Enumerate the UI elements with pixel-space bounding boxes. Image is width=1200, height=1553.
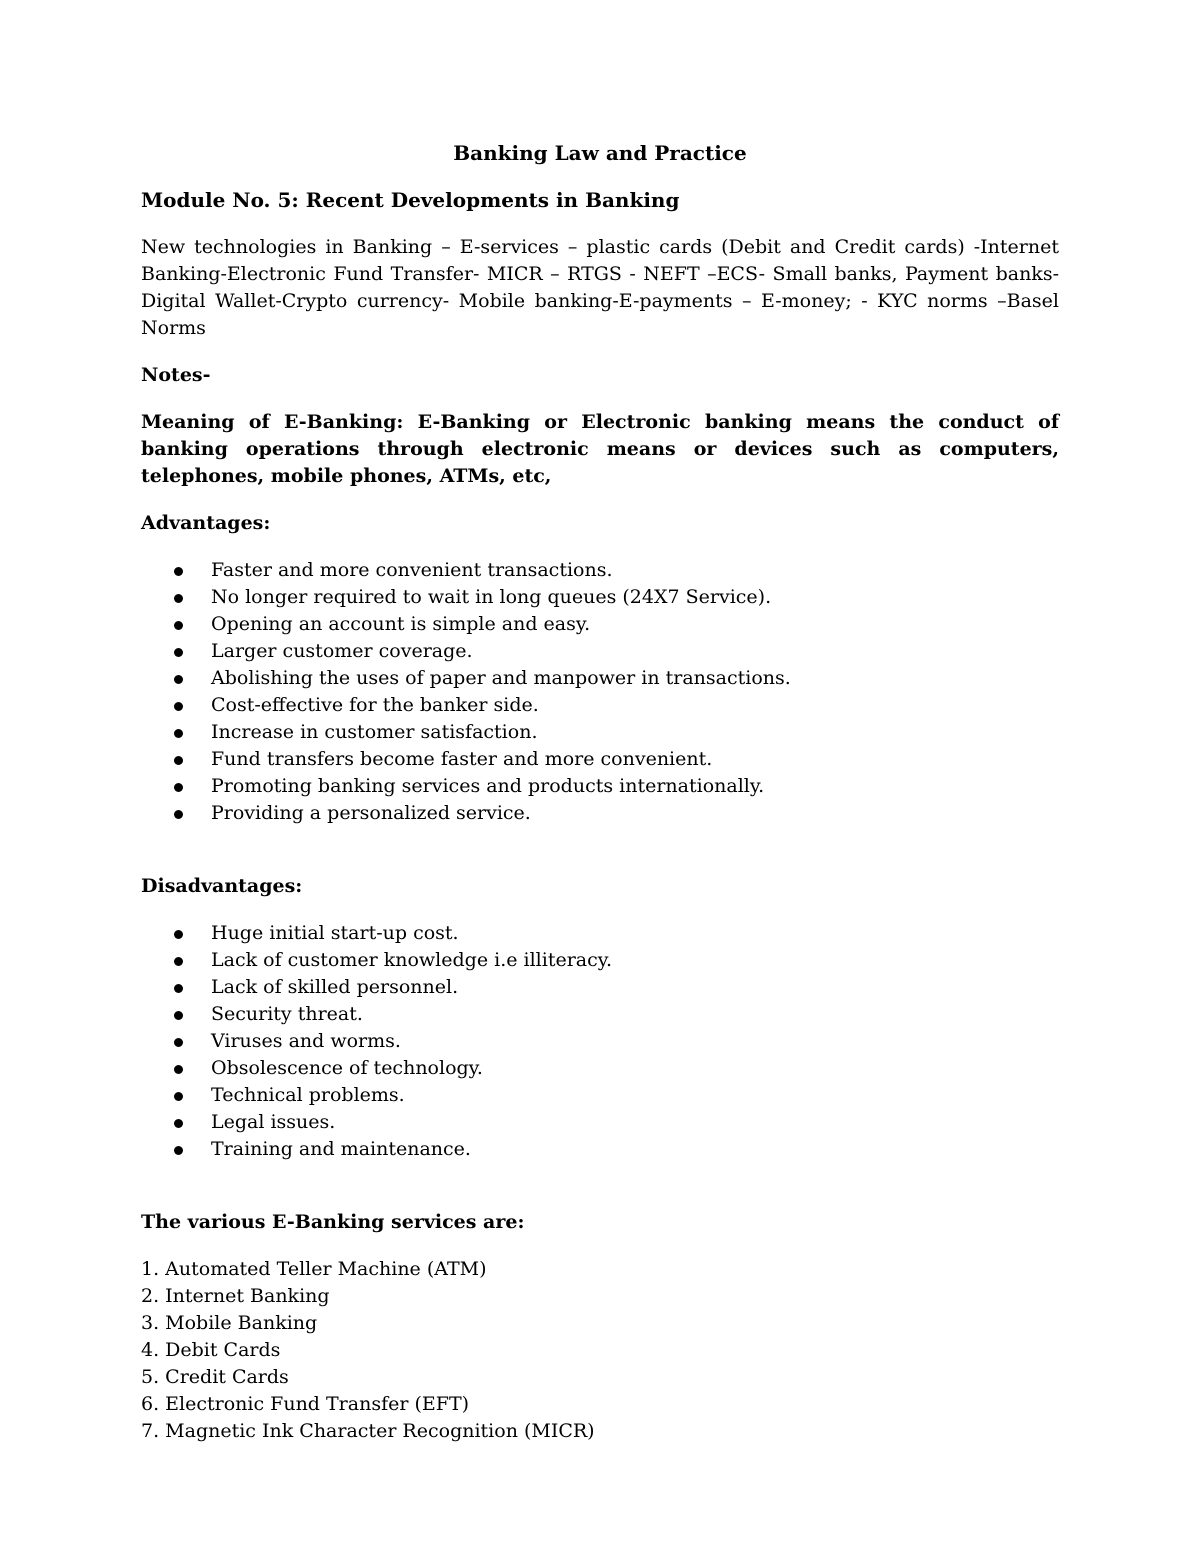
services-list [141, 1256, 1059, 1445]
document-title: Banking Law and Practice [453, 141, 747, 165]
bullet-icon [174, 1092, 183, 1101]
syllabus-paragraph: New technologies in Banking – E-services – plastic cards (Debit and Credit cards) -Internet Banking-Electronic Fund Transfer- MICR – RTGS - NEFT –ECS- Small banks, Payment banks-Digital Wallet-Crypto currency- Mobile banking-E-payments – E-money; - KYC norms –Basel Norms [141, 236, 1059, 339]
list-item-text: Lack of skilled personnel. [211, 976, 459, 998]
list-item [141, 800, 1059, 827]
bullet-icon [174, 810, 183, 819]
services-heading: The various E-Banking services are: [141, 1211, 525, 1233]
list-item-text: Promoting banking services and products internationally. [211, 775, 765, 797]
list-item-text: Larger customer coverage. [211, 640, 473, 662]
list-item-text: Security threat. [211, 1003, 363, 1025]
list-item-text: Legal issues. [211, 1111, 336, 1133]
module-heading: Module No. 5: Recent Developments in Banking [141, 188, 680, 212]
list-item [141, 773, 1059, 800]
list-item: 4. Debit Cards [141, 1339, 281, 1361]
list-item-text: Fund transfers become faster and more convenient. [211, 748, 713, 770]
meaning-paragraph: Meaning of E-Banking: E-Banking or Electronic banking means the conduct of banking operations through electronic means or devices such as computers, telephones, mobile phones, ATMs, etc, [141, 411, 1059, 487]
spacer [141, 827, 1059, 873]
list-item-text: Huge initial start-up cost. [211, 922, 459, 944]
list-item-text: Providing a personalized service. [211, 802, 531, 824]
list-item [141, 1055, 1059, 1082]
bullet-icon [174, 729, 183, 738]
list-item [141, 920, 1059, 947]
list-item-text: No longer required to wait in long queues (24X7 Service). [211, 586, 772, 608]
list-item [141, 947, 1059, 974]
list-item: 1. Automated Teller Machine (ATM) [141, 1258, 487, 1280]
bullet-icon [174, 1011, 183, 1020]
list-item-text: Training and maintenance. [211, 1138, 471, 1160]
list-item-text: Abolishing the uses of paper and manpower in transactions. [211, 667, 791, 689]
bullet-icon [174, 1146, 183, 1155]
list-item-text: Viruses and worms. [211, 1030, 401, 1052]
list-item [141, 692, 1059, 719]
list-item-text: Technical problems. [211, 1084, 405, 1106]
bullet-icon [174, 702, 183, 711]
list-item: 5. Credit Cards [141, 1366, 289, 1388]
disadvantages-heading: Disadvantages: [141, 875, 303, 897]
bullet-icon [174, 621, 183, 630]
list-item [141, 719, 1059, 746]
bullet-icon [174, 594, 183, 603]
bullet-icon [174, 1038, 183, 1047]
list-item-text: Opening an account is simple and easy. [211, 613, 591, 635]
bullet-icon [174, 648, 183, 657]
bullet-icon [174, 930, 183, 939]
list-item: 6. Electronic Fund Transfer (EFT) [141, 1393, 470, 1415]
bullet-icon [174, 567, 183, 576]
bullet-icon [174, 675, 183, 684]
list-item [141, 1028, 1059, 1055]
bullet-icon [174, 1065, 183, 1074]
list-item-text: Lack of customer knowledge i.e illiteracy. [211, 949, 613, 971]
list-item [141, 746, 1059, 773]
document-content [141, 140, 1059, 1445]
list-item [141, 665, 1059, 692]
notes-label: Notes- [141, 364, 211, 386]
advantages-list [141, 557, 1059, 827]
list-item [141, 584, 1059, 611]
list-item: 3. Mobile Banking [141, 1312, 318, 1334]
list-item [141, 1082, 1059, 1109]
bullet-icon [174, 756, 183, 765]
list-item: 7. Magnetic Ink Character Recognition (MICR) [141, 1420, 595, 1442]
list-item-text: Increase in customer satisfaction. [211, 721, 538, 743]
list-item [141, 611, 1059, 638]
list-item [141, 638, 1059, 665]
bullet-icon [174, 1119, 183, 1128]
list-item [141, 557, 1059, 584]
list-item: 2. Internet Banking [141, 1285, 330, 1307]
spacer [141, 1163, 1059, 1209]
list-item [141, 974, 1059, 1001]
disadvantages-list [141, 920, 1059, 1163]
list-item [141, 1109, 1059, 1136]
bullet-icon [174, 984, 183, 993]
list-item-text: Faster and more convenient transactions. [211, 559, 613, 581]
advantages-heading: Advantages: [141, 512, 271, 534]
bullet-icon [174, 783, 183, 792]
list-item-text: Cost-effective for the banker side. [211, 694, 539, 716]
bullet-icon [174, 957, 183, 966]
list-item [141, 1136, 1059, 1163]
list-item-text: Obsolescence of technology. [211, 1057, 483, 1079]
list-item [141, 1001, 1059, 1028]
